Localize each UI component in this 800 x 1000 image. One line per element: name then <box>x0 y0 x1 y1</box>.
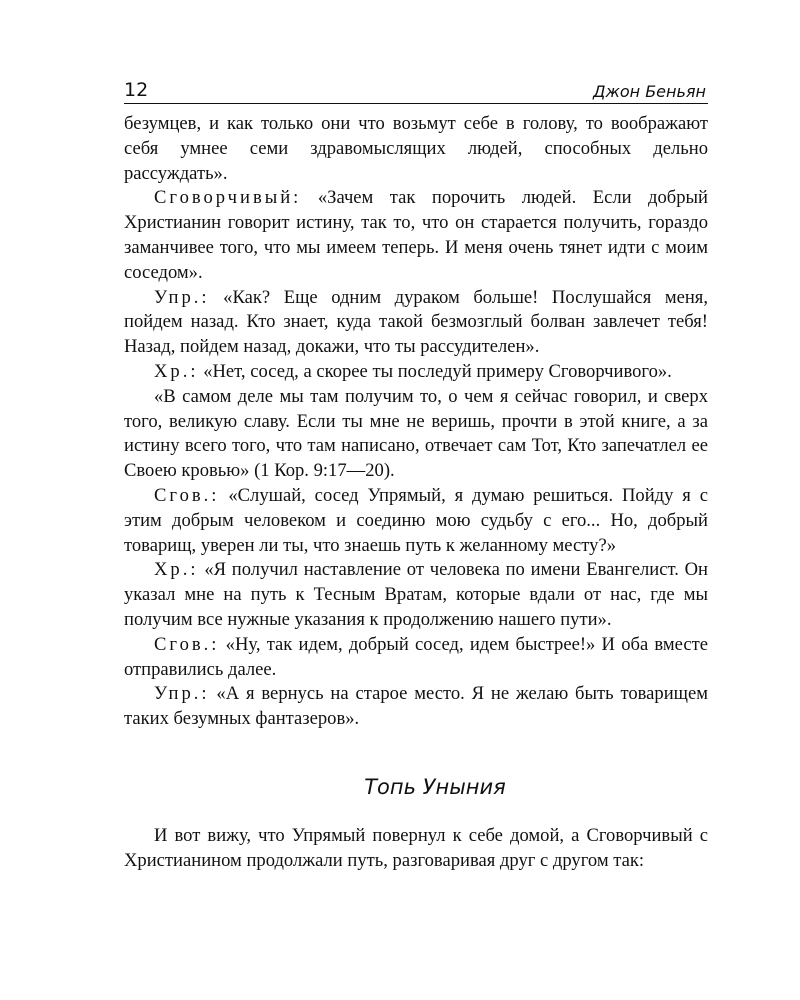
speaker-label: Упр.: <box>154 286 210 308</box>
paragraph-text: «В самом деле мы там получим то, о чем я сейчас говорил, и сверх того, великую славу. Если ты мне не веришь, прочти в этой книге, а за истину всего того, что там написано, отвечает сам Тот, Кто запечатлел ее Своею кровью» (1 Кор. 9:17—20). <box>124 385 708 482</box>
paragraph-text: «Я получил наставление от человека по имени Евангелист. Он указал мне на путь к Тесным Вратам, которые вдали от нас, где мы получим все нужные указания к продолжению нашего пути». <box>124 559 708 630</box>
paragraph <box>124 633 708 683</box>
page-number: 12 <box>124 79 149 101</box>
paragraph-text: «Нет, сосед, а скорее ты последуй примеру Сговорчивого». <box>198 360 672 382</box>
paragraph <box>124 682 708 732</box>
paragraph <box>124 360 708 385</box>
paragraph-text: И вот вижу, что Упрямый повернул к себе домой, а Сговорчивый с Христианином продолжали путь, разговаривая друг с другом так: <box>124 824 708 871</box>
speaker-label: Хр.: <box>154 360 199 382</box>
paragraph-text: «Слушай, сосед Упрямый, я думаю решиться. Пойду я с этим добрым человеком и соединю мою судьбу с его... Но, добрый товарищ, уверен ли ты, что знаешь путь к желанному месту?» <box>124 484 708 556</box>
paragraph <box>124 112 708 186</box>
paragraph-text: «Зачем так порочить людей. Если добрый Христианин говорит истину, так то, что он старается получить, гораздо заманчивее того, что мы имеем теперь. И меня очень тянет идти с моим соседом». <box>124 187 708 283</box>
running-header <box>124 78 708 104</box>
paragraph <box>124 558 708 632</box>
running-title-author: Джон Беньян <box>592 82 706 101</box>
paragraph <box>124 186 708 285</box>
section-heading: Топь Уныния <box>364 774 506 799</box>
book-page <box>124 78 708 874</box>
paragraph <box>124 385 708 484</box>
speaker-label: Сговорчивый: <box>154 187 302 209</box>
body-text <box>124 112 708 874</box>
speaker-label: Сгов.: <box>154 484 220 506</box>
paragraph-text: «Ну, так идем, добрый сосед, идем быстрее!» И оба вместе отправились далее. <box>124 633 708 680</box>
paragraph <box>124 484 708 558</box>
paragraph <box>124 286 708 360</box>
speaker-label: Сгов.: <box>154 633 220 655</box>
paragraph <box>124 824 708 874</box>
paragraph-text: «А я вернусь на старое место. Я не желаю быть товарищем таких безумных фантазеров». <box>124 683 708 730</box>
speaker-label: Упр.: <box>154 683 210 705</box>
paragraph-text: «Как? Еще одним дураком больше! Послушайся меня, пойдем назад. Кто знает, куда такой безмозглый болван завлечет тебя! Назад, пойдем назад, докажи, что ты рассудителен». <box>124 286 708 358</box>
speaker-label: Хр.: <box>154 559 199 581</box>
paragraph-text: безумцев, и как только они что возьмут себе в голову, то воображают себя умнее семи здравомыслящих людей, способных дельно рассуждать». <box>124 113 708 184</box>
